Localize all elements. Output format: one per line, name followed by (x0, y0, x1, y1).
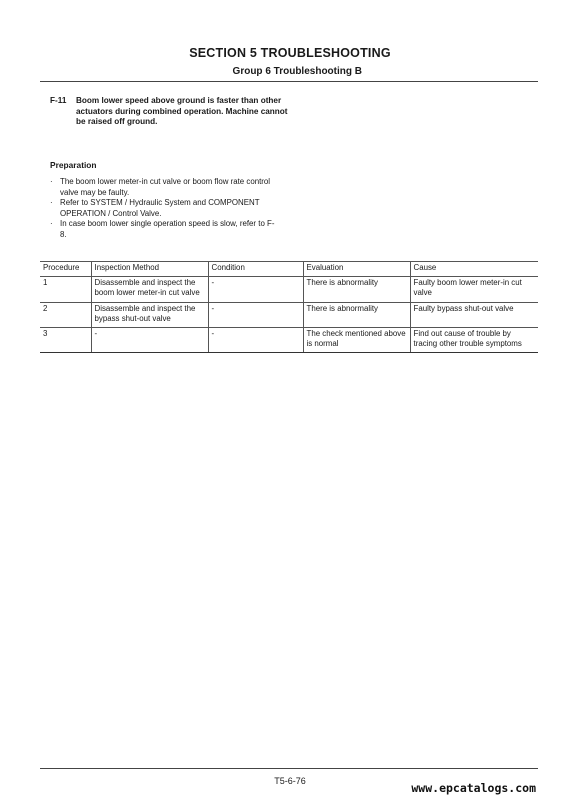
cell-cause: Faulty boom lower meter-in cut valve (410, 277, 538, 302)
table-row (40, 328, 538, 353)
preparation-item: In case boom lower single operation speed is slow, refer to F-8. (60, 219, 275, 239)
cell-inspection-method: - (91, 328, 208, 353)
preparation-item: Refer to SYSTEM / Hydraulic System and COMPONENT OPERATION / Control Valve. (60, 198, 260, 218)
table-row (40, 277, 538, 302)
column-header-condition: Condition (208, 262, 303, 277)
column-header-cause: Cause (410, 262, 538, 277)
preparation-list (50, 177, 280, 240)
preparation-title: Preparation (50, 160, 97, 170)
troubleshooting-table (40, 261, 538, 353)
bullet: · (50, 177, 53, 186)
cell-condition: - (208, 328, 303, 353)
cell-cause: Find out cause of trouble by tracing other trouble symptoms (410, 328, 538, 353)
page-number: T5-6-76 (274, 776, 306, 786)
bullet: · (50, 219, 53, 228)
watermark: www.epcatalogs.com (411, 781, 536, 795)
list-item (50, 177, 280, 198)
list-item (50, 219, 280, 240)
fault-code: F-11 (50, 96, 67, 105)
cell-condition: - (208, 302, 303, 327)
column-header-evaluation: Evaluation (303, 262, 410, 277)
cell-cause: Faulty bypass shut-out valve (410, 302, 538, 327)
cell-procedure: 2 (40, 302, 91, 327)
cell-evaluation: There is abnormality (303, 302, 410, 327)
cell-inspection-method: Disassemble and inspect the boom lower meter-in cut valve (91, 277, 208, 302)
column-header-procedure: Procedure (40, 262, 91, 277)
preparation-item: The boom lower meter-in cut valve or boom flow rate control valve may be faulty. (60, 177, 271, 197)
header-divider (40, 81, 538, 82)
cell-procedure: 1 (40, 277, 91, 302)
bullet: · (50, 198, 53, 207)
column-header-inspection-method: Inspection Method (91, 262, 208, 277)
cell-evaluation: The check mentioned above is normal (303, 328, 410, 353)
group-title: Group 6 Troubleshooting B (232, 66, 362, 77)
list-item (50, 198, 280, 219)
cell-condition: - (208, 277, 303, 302)
footer-divider (40, 768, 538, 769)
table-row (40, 302, 538, 327)
section-title: SECTION 5 TROUBLESHOOTING (189, 46, 391, 60)
fault-heading (50, 96, 290, 128)
table-header-row (40, 262, 538, 277)
cell-evaluation: There is abnormality (303, 277, 410, 302)
fault-description: Boom lower speed above ground is faster than other actuators during combined operation. Machine cannot be raised off ground. (76, 96, 288, 126)
cell-inspection-method: Disassemble and inspect the bypass shut-out valve (91, 302, 208, 327)
cell-procedure: 3 (40, 328, 91, 353)
